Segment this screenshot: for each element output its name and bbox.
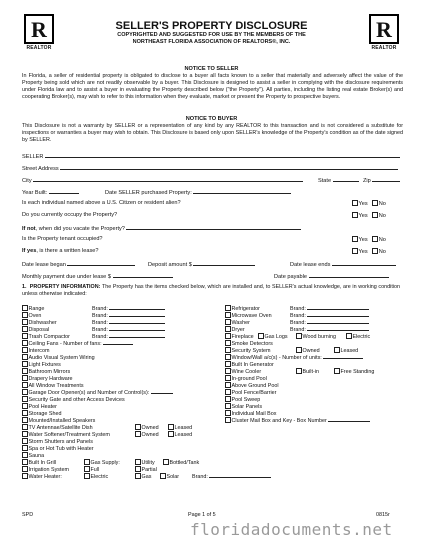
state-input-line[interactable] bbox=[333, 176, 359, 182]
solar-panels-checkbox[interactable] bbox=[225, 403, 231, 409]
item-spa[interactable]: Spa or Hot Tub with Heater bbox=[22, 445, 94, 453]
item-wine-cooler[interactable]: Wine Cooler bbox=[225, 368, 261, 376]
item-cluster-mail-box[interactable]: Cluster Mail Box and Key - Box Number bbox=[225, 417, 370, 425]
year-built-field[interactable] bbox=[22, 188, 79, 196]
brand-input-line[interactable] bbox=[307, 319, 369, 324]
section-1-text: The Property has the items checked below, which are installed and, to SELLER's actual knowledge, are in working condition unless otherwise indicated: bbox=[22, 284, 401, 298]
lease-ends-input-line[interactable] bbox=[332, 260, 396, 266]
disposal-checkbox[interactable] bbox=[22, 326, 28, 332]
no-label: No bbox=[378, 201, 386, 207]
gas-supply[interactable]: Gas Supply: bbox=[84, 459, 120, 467]
tenant-yes-checkbox[interactable] bbox=[352, 236, 358, 242]
window-treatments-checkbox[interactable] bbox=[22, 382, 28, 388]
water-heater-solar-checkbox[interactable] bbox=[160, 473, 166, 479]
state-field[interactable] bbox=[318, 176, 359, 184]
box-number-input-line[interactable] bbox=[328, 417, 370, 422]
notice-to-buyer-heading: NOTICE TO BUYER bbox=[185, 116, 238, 122]
water-heater-electric-checkbox[interactable] bbox=[84, 473, 90, 479]
intercom-checkbox[interactable] bbox=[22, 347, 28, 353]
brand-input-line[interactable] bbox=[109, 333, 165, 338]
no-label: No bbox=[378, 237, 386, 243]
deposit-label: Deposit amount $ bbox=[148, 262, 192, 268]
yes-label: Yes bbox=[358, 249, 368, 255]
dishwasher-checkbox[interactable] bbox=[22, 319, 28, 325]
item-garage-door[interactable]: Garage Door Opener(s) and Number of Control(s): bbox=[22, 389, 173, 397]
security-leased-checkbox[interactable] bbox=[334, 347, 340, 353]
zip-input-line[interactable] bbox=[372, 176, 400, 182]
if-yes-label: If yes bbox=[22, 248, 37, 254]
audio-visual-checkbox[interactable] bbox=[22, 354, 28, 360]
item-intercom[interactable]: Intercom bbox=[22, 347, 49, 355]
monthly-payment-input-line[interactable] bbox=[113, 272, 173, 278]
lease-ends-label: Date lease ends bbox=[290, 262, 331, 268]
zip-field[interactable] bbox=[363, 176, 400, 184]
item-storage-shed[interactable]: Storage Shed bbox=[22, 410, 61, 418]
question-citizen: Is each individual named above a U.S. Citizen or resident alien? bbox=[22, 200, 181, 206]
year-built-label: Year Built: bbox=[22, 190, 48, 196]
lease-ends-field[interactable] bbox=[290, 260, 396, 268]
security-gate-checkbox[interactable] bbox=[22, 396, 28, 402]
dishwasher-brand[interactable]: Brand: bbox=[92, 319, 165, 327]
wine-free-standing[interactable]: Free Standing bbox=[334, 368, 374, 376]
notice-to-buyer-text: This Disclosure is not a warranty by SELLER or a representation of any kind by any REALTOR to this transaction and is not considered a substitute for inspections or warranties a buyer may wish to obtain. This Disclosure is based only upon SELLER's knowledge of the Property's condition as of the date signed by SELLER. bbox=[22, 123, 403, 144]
item-sauna[interactable]: Sauna bbox=[22, 452, 44, 460]
item-light-fixtures[interactable]: Light Fixtures bbox=[22, 361, 61, 369]
tv-owned[interactable]: Owned bbox=[135, 424, 159, 432]
ceiling-fans-checkbox[interactable] bbox=[22, 340, 28, 346]
wine-built-in-checkbox[interactable] bbox=[296, 368, 302, 374]
seller-field[interactable] bbox=[22, 152, 400, 160]
vacate-input-line[interactable] bbox=[126, 224, 301, 230]
washer-checkbox[interactable] bbox=[225, 319, 231, 325]
dryer-brand[interactable]: Brand: bbox=[290, 326, 369, 334]
smoke-detectors-checkbox[interactable] bbox=[225, 340, 231, 346]
citizen-yes-checkbox[interactable] bbox=[352, 200, 358, 206]
fans-count-input-line[interactable] bbox=[103, 340, 133, 345]
city-input-line[interactable] bbox=[33, 176, 303, 182]
tv-leased[interactable]: Leased bbox=[168, 424, 192, 432]
item-ceiling-fans[interactable]: Ceiling Fans - Number of fans: bbox=[22, 340, 133, 348]
garage-door-checkbox[interactable] bbox=[22, 389, 28, 395]
header-subtitle-2: NORTHEAST FLORIDA ASSOCIATION OF REALTORS®, INC. bbox=[132, 39, 291, 45]
city-label: City bbox=[22, 178, 32, 184]
tv-owned-checkbox[interactable] bbox=[135, 424, 141, 430]
gas-supply-checkbox[interactable] bbox=[84, 459, 90, 465]
item-security-gate[interactable]: Security Gate and other Access Devices bbox=[22, 396, 125, 404]
lease-began-field[interactable] bbox=[22, 260, 135, 268]
section-1-intro bbox=[22, 284, 400, 298]
refrigerator-brand[interactable]: Brand: bbox=[290, 305, 369, 313]
item-window-treatments[interactable]: All Window Treatments bbox=[22, 382, 84, 390]
item-microwave[interactable]: Microwave Oven bbox=[225, 312, 272, 320]
monthly-payment-field[interactable] bbox=[22, 272, 173, 280]
drapery-checkbox[interactable] bbox=[22, 375, 28, 381]
item-bathroom-mirrors[interactable]: Bathroom Mirrors bbox=[22, 368, 70, 376]
notice-to-seller-text: In Florida, a seller of residential property is obligated to disclose to a buyer all facts known to a seller that materially and adversely affect the value of the Property being sold which are not readily observable by a buyer. This Disclosure is designed to assist a seller in complying with the disclosure requirements under Florida law and to assist a buyer in evaluating the Property described below ("the Property"). All parties, including the listing real estate Broker(s) and cooperating Broker(s), may wish to refer to this information when they evaluate, market or present the Property to prospective buyers. bbox=[22, 73, 403, 101]
item-pool-fence[interactable]: Pool Fence/Barrier bbox=[225, 389, 276, 397]
fireplace-electric[interactable]: Electric bbox=[346, 333, 370, 341]
monthly-payment-label: Monthly payment due under lease $ bbox=[22, 274, 111, 280]
document-title: SELLER'S PROPERTY DISCLOSURE bbox=[115, 20, 308, 32]
wine-free-standing-checkbox[interactable] bbox=[334, 368, 340, 374]
spa-checkbox[interactable] bbox=[22, 445, 28, 451]
realtor-logo-right bbox=[369, 14, 399, 51]
mounted-speakers-checkbox[interactable] bbox=[22, 417, 28, 423]
above-ground-pool-checkbox[interactable] bbox=[225, 382, 231, 388]
vacate-field[interactable] bbox=[22, 224, 301, 232]
item-audio-visual[interactable]: Audio Visual System Wiring bbox=[22, 354, 95, 362]
item-mounted-speakers[interactable]: Mounted/Installed Speakers bbox=[22, 417, 95, 425]
security-owned[interactable]: Owned bbox=[296, 347, 320, 355]
item-dishwasher[interactable]: Dishwasher bbox=[22, 319, 57, 327]
storage-shed-checkbox[interactable] bbox=[22, 410, 28, 416]
irrigation-checkbox[interactable] bbox=[22, 466, 28, 472]
microwave-brand[interactable]: Brand: bbox=[290, 312, 369, 320]
brand-input-line[interactable] bbox=[307, 305, 369, 310]
date-purchased-input-line[interactable] bbox=[193, 188, 291, 194]
street-input-line[interactable] bbox=[60, 164, 398, 170]
occupy-yes-no[interactable] bbox=[352, 212, 386, 219]
pool-sweep-checkbox[interactable] bbox=[225, 396, 231, 402]
item-security-system[interactable]: Security System bbox=[225, 347, 270, 355]
refrigerator-checkbox[interactable] bbox=[225, 305, 231, 311]
vacate-label: , when did you vacate the Property? bbox=[35, 226, 125, 232]
footer-version: 0815r bbox=[376, 512, 390, 518]
street-label: Street Address bbox=[22, 166, 59, 172]
storm-shutters-checkbox[interactable] bbox=[22, 438, 28, 444]
wood-burning-checkbox[interactable] bbox=[296, 333, 302, 339]
question-occupy: Do you currently occupy the Property? bbox=[22, 212, 118, 218]
lease-began-input-line[interactable] bbox=[67, 260, 135, 266]
yes-label: Yes bbox=[358, 213, 368, 219]
generator-checkbox[interactable] bbox=[225, 361, 231, 367]
oven-checkbox[interactable] bbox=[22, 312, 28, 318]
lease-no-checkbox[interactable] bbox=[372, 248, 378, 254]
item-tv-antennae[interactable]: TV Antennae/Satellite Dish bbox=[22, 424, 93, 432]
sauna-checkbox[interactable] bbox=[22, 452, 28, 458]
wine-cooler-checkbox[interactable] bbox=[225, 368, 231, 374]
date-purchased-field[interactable] bbox=[105, 188, 291, 196]
cluster-mail-box-checkbox[interactable] bbox=[225, 417, 231, 423]
item-trash-compactor[interactable]: Trash Compactor bbox=[22, 333, 70, 341]
security-system-checkbox[interactable] bbox=[225, 347, 231, 353]
light-fixtures-checkbox[interactable] bbox=[22, 361, 28, 367]
item-built-in-grill[interactable]: Built In Grill bbox=[22, 459, 56, 467]
if-not-label: If not bbox=[22, 226, 36, 232]
item-mail-box[interactable]: Individual Mail Box bbox=[225, 410, 276, 418]
item-pool-heater[interactable]: Pool Heater bbox=[22, 403, 57, 411]
water-heater-gas[interactable]: Gas bbox=[135, 473, 151, 481]
date-payable-field[interactable] bbox=[274, 272, 389, 280]
brand-input-line[interactable] bbox=[307, 326, 369, 331]
irrigation-full[interactable]: Full bbox=[84, 466, 99, 474]
logo-caption: REALTOR bbox=[371, 45, 397, 51]
lease-began-label: Date lease began bbox=[22, 262, 66, 268]
item-storm-shutters[interactable]: Storm Shutters and Panels bbox=[22, 438, 93, 446]
yes-label: Yes bbox=[358, 201, 368, 207]
item-inground-pool[interactable]: In-ground Pool bbox=[225, 375, 267, 383]
water-heater-checkbox[interactable] bbox=[22, 473, 28, 479]
wine-built-in[interactable]: Built-in bbox=[296, 368, 319, 376]
controls-count-input-line[interactable] bbox=[151, 389, 173, 394]
fireplace-electric-checkbox[interactable] bbox=[346, 333, 352, 339]
item-disposal[interactable]: Disposal bbox=[22, 326, 49, 334]
gas-bottled-checkbox[interactable] bbox=[163, 459, 169, 465]
fireplace-checkbox[interactable] bbox=[225, 333, 231, 339]
water-heater-brand[interactable]: Brand: bbox=[192, 473, 271, 481]
lease-yes-checkbox[interactable] bbox=[352, 248, 358, 254]
tv-leased-checkbox[interactable] bbox=[168, 424, 174, 430]
bathroom-mirrors-checkbox[interactable] bbox=[22, 368, 28, 374]
tv-antennae-checkbox[interactable] bbox=[22, 424, 28, 430]
citizen-no-checkbox[interactable] bbox=[372, 200, 378, 206]
item-above-ground-pool[interactable]: Above Ground Pool bbox=[225, 382, 279, 390]
realtor-r-icon: R bbox=[369, 14, 399, 44]
section-1-number: 1. bbox=[22, 284, 27, 290]
item-range[interactable]: Range bbox=[22, 305, 44, 313]
item-fireplace[interactable]: Fireplace bbox=[225, 333, 254, 341]
seller-label: SELLER bbox=[22, 154, 44, 160]
date-purchased-label: Date SELLER purchased Property: bbox=[105, 190, 192, 196]
notice-to-seller-heading: NOTICE TO SELLER bbox=[184, 66, 239, 72]
date-payable-label: Date payable bbox=[274, 274, 307, 280]
site-watermark: floridadocuments.net bbox=[190, 520, 393, 539]
question-written-lease bbox=[22, 248, 99, 254]
water-heater-electric[interactable]: Electric bbox=[84, 473, 108, 481]
item-dryer[interactable]: Dryer bbox=[225, 326, 245, 334]
section-1-title: PROPERTY INFORMATION: bbox=[29, 284, 101, 290]
water-softener-owned-checkbox[interactable] bbox=[135, 431, 141, 437]
logo-caption: REALTOR bbox=[26, 45, 52, 51]
ac-units-input-line[interactable] bbox=[323, 354, 363, 359]
item-washer[interactable]: Washer bbox=[225, 319, 250, 327]
range-brand[interactable]: Brand: bbox=[92, 305, 165, 313]
pool-fence-checkbox[interactable] bbox=[225, 389, 231, 395]
item-pool-sweep[interactable]: Pool Sweep bbox=[225, 396, 260, 404]
mail-box-checkbox[interactable] bbox=[225, 410, 231, 416]
gas-bottled[interactable]: Bottled/Tank bbox=[163, 459, 199, 467]
item-water-softener[interactable]: Water Softener/Treatment System bbox=[22, 431, 110, 439]
brand-input-line[interactable] bbox=[307, 312, 369, 317]
state-label: State bbox=[318, 178, 332, 184]
item-refrigerator[interactable]: Refrigerator bbox=[225, 305, 260, 313]
brand-input-line[interactable] bbox=[109, 319, 165, 324]
seller-input-line[interactable] bbox=[45, 152, 400, 158]
inground-pool-checkbox[interactable] bbox=[225, 375, 231, 381]
item-irrigation[interactable]: Irrigation System bbox=[22, 466, 69, 474]
item-smoke-detectors[interactable]: Smoke Detectors bbox=[225, 340, 273, 348]
dryer-checkbox[interactable] bbox=[225, 326, 231, 332]
header-subtitle-1: COPYRIGHTED AND SUGGESTED FOR USE BY THE MEMBERS OF THE bbox=[117, 32, 306, 38]
written-lease-label: , is there a written lease? bbox=[36, 248, 99, 254]
realtor-logo-left bbox=[24, 14, 54, 51]
irrigation-partial[interactable]: Partial bbox=[135, 466, 157, 474]
gas-utility[interactable]: Utility bbox=[135, 459, 155, 467]
oven-brand[interactable]: Brand: bbox=[92, 312, 165, 320]
water-softener-checkbox[interactable] bbox=[22, 431, 28, 437]
street-address-field[interactable] bbox=[22, 164, 398, 172]
washer-brand[interactable]: Brand: bbox=[290, 319, 369, 327]
water-heater-gas-checkbox[interactable] bbox=[135, 473, 141, 479]
built-in-grill-checkbox[interactable] bbox=[22, 459, 28, 465]
water-heater-solar[interactable]: Solar bbox=[160, 473, 179, 481]
water-softener-owned[interactable]: Owned bbox=[135, 431, 159, 439]
disposal-brand[interactable]: Brand: bbox=[92, 326, 165, 334]
brand-input-line[interactable] bbox=[109, 312, 165, 317]
city-field[interactable] bbox=[22, 176, 303, 184]
gas-utility-checkbox[interactable] bbox=[135, 459, 141, 465]
gas-logs-checkbox[interactable] bbox=[258, 333, 264, 339]
trash-compactor-brand[interactable]: Brand: bbox=[92, 333, 165, 341]
question-tenant: Is the Property tenant occupied? bbox=[22, 236, 103, 242]
brand-input-line[interactable] bbox=[109, 305, 165, 310]
item-drapery[interactable]: Drapery Hardware bbox=[22, 375, 73, 383]
range-checkbox[interactable] bbox=[22, 305, 28, 311]
brand-input-line[interactable] bbox=[109, 326, 165, 331]
item-water-heater[interactable]: Water Heater: bbox=[22, 473, 62, 481]
date-payable-input-line[interactable] bbox=[309, 272, 389, 278]
item-solar-panels[interactable]: Solar Panels bbox=[225, 403, 262, 411]
tenant-yes-no[interactable] bbox=[352, 236, 386, 243]
deposit-input-line[interactable] bbox=[193, 260, 255, 266]
irrigation-partial-checkbox[interactable] bbox=[135, 466, 141, 472]
brand-input-line[interactable] bbox=[209, 473, 271, 478]
security-leased[interactable]: Leased bbox=[334, 347, 358, 355]
security-owned-checkbox[interactable] bbox=[296, 347, 302, 353]
pool-heater-checkbox[interactable] bbox=[22, 403, 28, 409]
item-window-ac[interactable]: Window/Wall a/c(s) - Number of units: bbox=[225, 354, 363, 362]
irrigation-full-checkbox[interactable] bbox=[84, 466, 90, 472]
citizen-yes-no[interactable] bbox=[352, 200, 386, 207]
deposit-field[interactable] bbox=[148, 260, 255, 268]
zip-label: Zip bbox=[363, 178, 371, 184]
occupy-yes-checkbox[interactable] bbox=[352, 212, 358, 218]
occupy-no-checkbox[interactable] bbox=[372, 212, 378, 218]
water-softener-leased-checkbox[interactable] bbox=[168, 431, 174, 437]
tenant-no-checkbox[interactable] bbox=[372, 236, 378, 242]
yes-label: Yes bbox=[358, 237, 368, 243]
item-generator[interactable]: Built In Generator bbox=[225, 361, 274, 369]
year-built-input-line[interactable] bbox=[49, 188, 79, 194]
footer-form-code: SPD bbox=[22, 512, 34, 518]
footer-page-number: Page 1 of 5 bbox=[188, 512, 216, 518]
no-label: No bbox=[378, 249, 386, 255]
fireplace-gas-logs[interactable]: Gas Logs bbox=[258, 333, 288, 341]
window-ac-checkbox[interactable] bbox=[225, 354, 231, 360]
water-softener-leased[interactable]: Leased bbox=[168, 431, 192, 439]
fireplace-wood[interactable]: Wood burning bbox=[296, 333, 336, 341]
item-oven[interactable]: Oven bbox=[22, 312, 41, 320]
microwave-checkbox[interactable] bbox=[225, 312, 231, 318]
realtor-r-icon: R bbox=[24, 14, 54, 44]
trash-compactor-checkbox[interactable] bbox=[22, 333, 28, 339]
no-label: No bbox=[378, 213, 386, 219]
lease-yes-no[interactable] bbox=[352, 248, 386, 255]
